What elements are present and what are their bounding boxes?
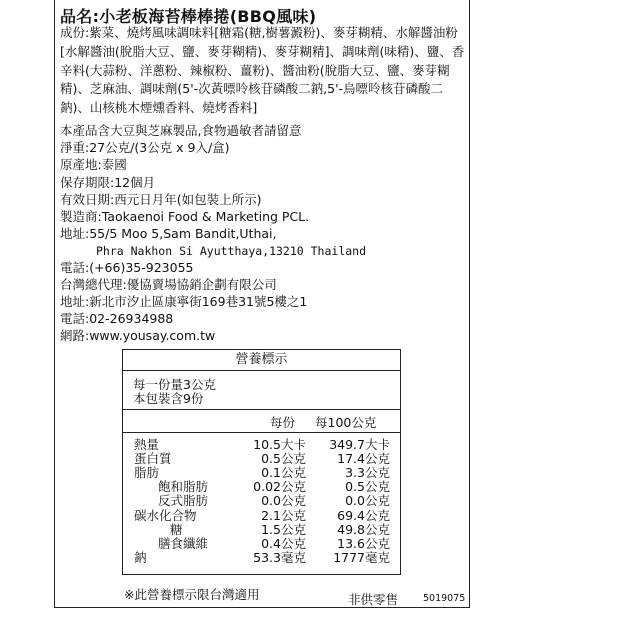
- footnote: ※此營養標示限台灣適用: [124, 587, 260, 602]
- header-divider: [123, 432, 400, 433]
- per-100g-value: 49.8公克: [337, 521, 390, 537]
- per-100g-value: 349.7大卡: [329, 437, 390, 452]
- per-100g-value: 17.4公克: [337, 451, 390, 467]
- nutrient-name: 鈉: [134, 549, 147, 565]
- nutrition-row: [0, 452, 640, 466]
- nutrition-row: [0, 494, 640, 508]
- allergen-note: 本產品含大豆與芝麻製品,食物過敏者請留意: [60, 123, 302, 138]
- per-100g-value: 3.3公克: [345, 465, 390, 481]
- col-header-per-100g: 每100公克: [315, 415, 377, 430]
- nutrition-title: 營養標示: [123, 350, 400, 371]
- nutrient-name: 飽和脂肪: [158, 479, 209, 495]
- per-serving-value: 0.0公克: [261, 493, 306, 509]
- manufacturer-address-2: Phra Nakhon Si Ayutthaya,13210 Thailand: [96, 244, 367, 258]
- net-weight: 淨重:27公克/(3公克 x 9入/盒): [60, 140, 230, 155]
- taiwan-agent: 台灣總代理:優協賣場協銷企劃有限公司: [60, 277, 277, 292]
- agent-address: 地址:新北市汐止區康寧街169巷31號5樓之1: [60, 294, 308, 309]
- nutrition-row: [0, 509, 640, 523]
- manufacturer-phone: 電話:(+66)35-923055: [60, 260, 194, 275]
- per-serving-value: 0.5公克: [261, 451, 306, 467]
- per-serving-value: 0.4公克: [261, 535, 306, 551]
- per-serving-value: 0.1公克: [261, 465, 306, 481]
- nutrition-row: [0, 438, 640, 452]
- nutrient-name: 蛋白質: [134, 451, 172, 467]
- nutrient-name: 糖: [170, 521, 183, 537]
- per-100g-value: 69.4公克: [337, 507, 390, 523]
- origin: 原產地:泰國: [60, 157, 127, 172]
- nutrition-row: [0, 480, 640, 494]
- ingredients-text: 成份:紫菜、燒烤風味調味料[糖霜(糖,樹薯澱粉)、麥芽糊精、水解醬油粉[水解醬油(脫脂大豆、鹽、麥芽糊精)、麥芽糊精]、調味劑(味精)、鹽、香辛料(大蒜粉、洋蔥粉、辣椒粉、薑粉)、醬油粉(脫脂大豆、鹽、麥芽糊精)、芝麻油、調味劑(5'-次黃嘌呤核苷磷酸二鈉,5'-烏嘌呤核苷磷酸二鈉)、山核桃木煙燻香料、燒烤香料]: [60, 25, 465, 116]
- nutrition-row: [0, 523, 640, 537]
- per-serving-value: 53.3毫克: [253, 549, 306, 565]
- per-serving-value: 10.5大卡: [253, 437, 306, 452]
- product-code: 5019075: [423, 593, 466, 604]
- nutrition-row: [0, 466, 640, 480]
- col-header-per-serving: 每份: [270, 415, 296, 430]
- product-title: 品名:小老板海苔棒棒捲(BBQ風味): [60, 7, 317, 26]
- nutrition-row: [0, 551, 640, 565]
- per-100g-value: 1777毫克: [333, 549, 390, 565]
- nutrient-name: 脂肪: [134, 465, 160, 481]
- not-for-sale: 非供零售: [348, 592, 399, 607]
- serving-divider: [123, 409, 400, 410]
- nutrient-name: 反式脂肪: [158, 493, 209, 509]
- serving-size: 每一份量3公克: [133, 377, 216, 392]
- per-100g-value: 0.0公克: [345, 493, 390, 509]
- per-serving-value: 0.02公克: [253, 479, 306, 495]
- servings-per-package: 本包裝含9份: [133, 391, 204, 406]
- per-serving-value: 2.1公克: [261, 507, 306, 523]
- expiry-date: 有效日期:西元日月年(如包裝上所示): [60, 192, 262, 207]
- agent-website: 網路:www.yousay.com.tw: [60, 328, 216, 343]
- per-100g-value: 13.6公克: [337, 535, 390, 551]
- manufacturer: 製造商:Taokaenoi Food & Marketing PCL.: [60, 209, 310, 224]
- manufacturer-address-1: 地址:55/5 Moo 5,Sam Bandit,Uthai,: [60, 226, 277, 241]
- shelf-life: 保存期限:12個月: [60, 175, 156, 190]
- nutrition-row: [0, 537, 640, 551]
- per-100g-value: 0.5公克: [345, 479, 390, 495]
- nutrient-name: 膳食纖維: [158, 535, 209, 551]
- nutrient-name: 熱量: [134, 437, 160, 452]
- per-serving-value: 1.5公克: [261, 521, 306, 537]
- nutrient-name: 碳水化合物: [134, 507, 197, 523]
- agent-phone: 電話:02-26934988: [60, 311, 174, 326]
